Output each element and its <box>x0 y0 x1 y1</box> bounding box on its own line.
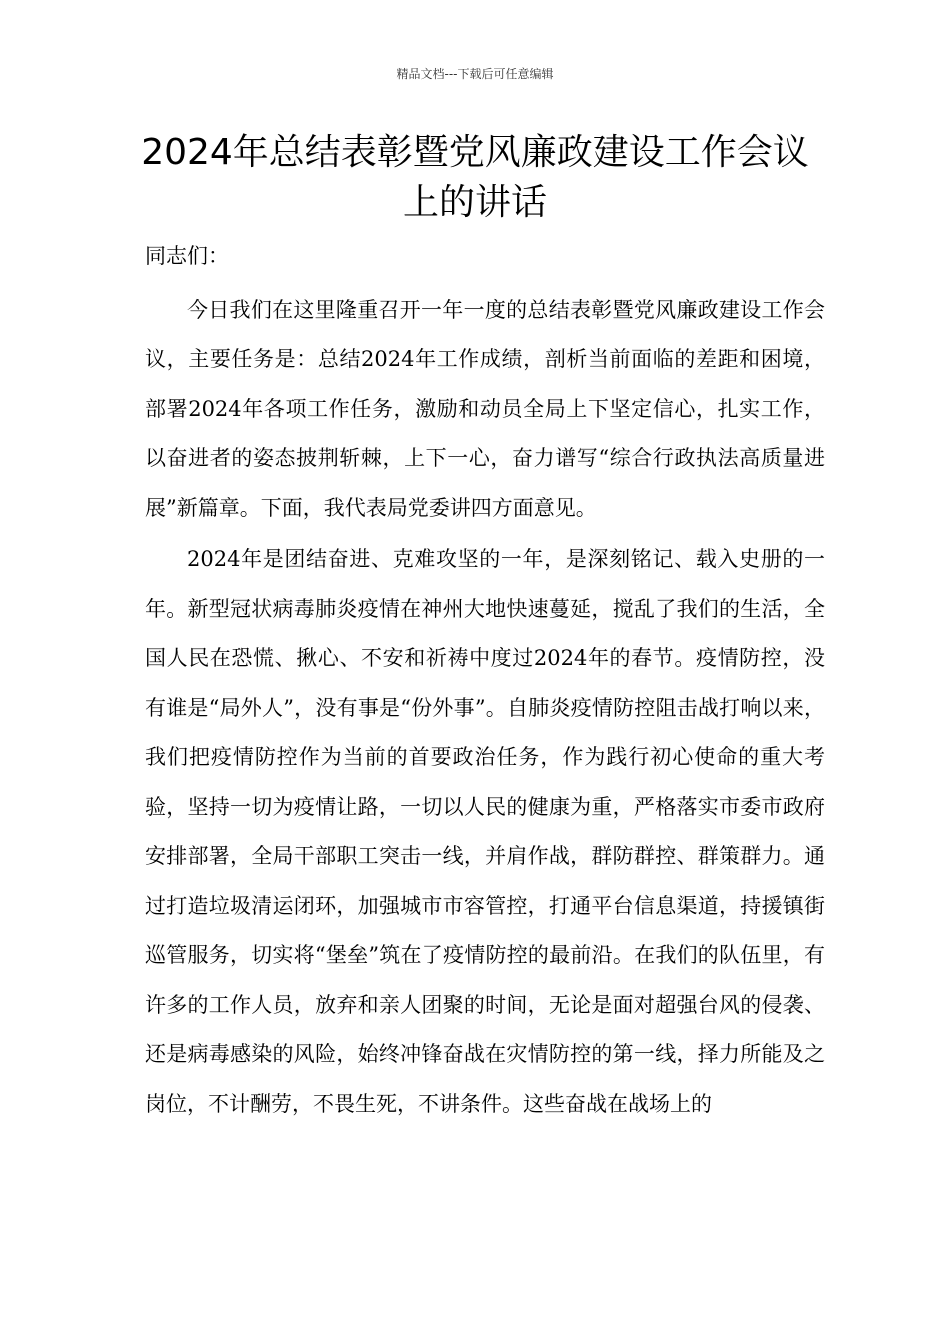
paragraph: 今日我们在这里隆重召开一年一度的总结表彰暨党风廉政建设工作会议，主要任务是：总结2024年工作成绩，剖析当前面临的差距和困境，部署2024年各项工作任务，激励和动员全局上下坚定信心，扎实工作，以奋进者的姿态披荆斩棘，上下一心，奋力谱写“综合行政执法高质量进展”新篇章。下面，我代表局党委讲四方面意见。 <box>145 297 825 520</box>
salutation: 同志们： <box>145 244 229 268</box>
paragraph: 2024年是团结奋进、克难攻坚的一年，是深刻铭记、载入史册的一年。新型冠状病毒肺炎疫情在神州大地快速蔓延，搅乱了我们的生活，全国人民在恐慌、揪心、不安和祈祷中度过2024年的春节。疫情防控，没有谁是“局外人”，没有事是“份外事”。自肺炎疫情防控阻击战打响以来，我们把疫情防控作为当前的首要政治任务，作为践行初心使命的重大考验，坚持一切为疫情让路，一切以人民的健康为重，严格落实市委市政府安排部署，全局干部职工突击一线，并肩作战，群防群控、群策群力。通过打造垃圾清运闭环，加强城市市容管控，打通平台信息渠道，持援镇街巡管服务，切实将“堡垒”筑在了疫情防控的最前沿。在我们的队伍里，有许多的工作人员，放弃和亲人团聚的时间，无论是面对超强台风的侵袭、还是病毒感染的风险，始终冲锋奋战在灾情防控的第一线，择力所能及之岗位，不计酬劳，不畏生死，不讲条件。这些奋战在战场上的 <box>145 547 825 1116</box>
header-note: 精品文档---下载后可任意编辑 <box>396 67 554 81</box>
document-title: 2024年总结表彰暨党风廉政建设工作会议上的讲话 <box>141 132 809 223</box>
document-body <box>145 232 825 1129</box>
